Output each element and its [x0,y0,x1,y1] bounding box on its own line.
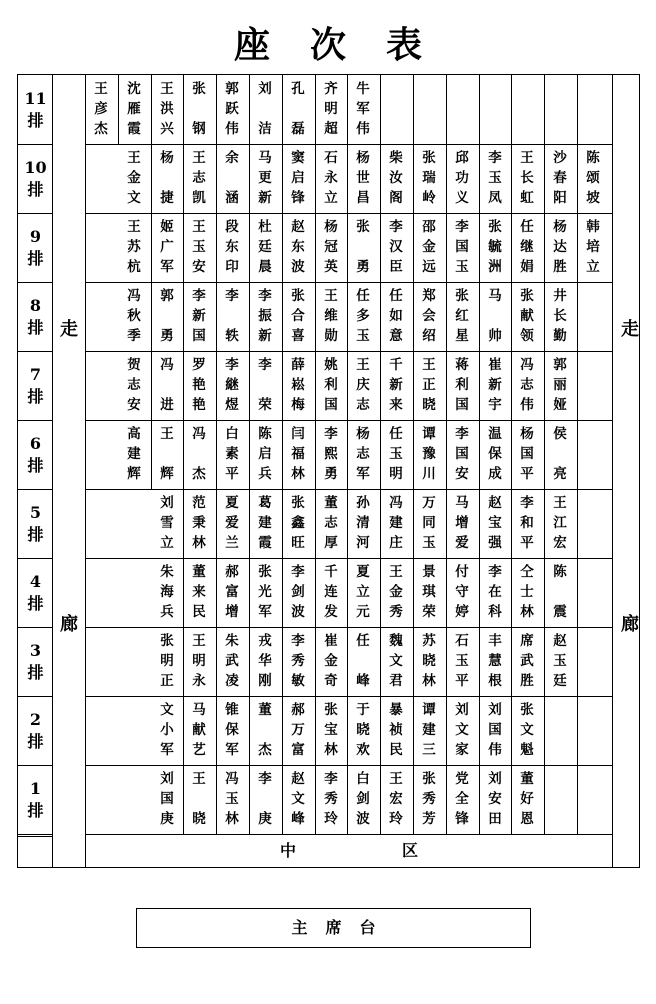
seat-name: 冯 秋 季 [127,288,141,344]
seat-name: 张 文 魁 [520,702,534,758]
seat-name: 王 江 宏 [553,495,567,551]
seat-name: 马 献 艺 [192,702,206,758]
seat-name: 侯 亮 [553,426,567,482]
seat-name: 刘 安 田 [488,771,502,827]
seat-name: 王 志 凯 [192,150,206,206]
seat-name: 郭 勇 [160,288,174,344]
row-label: 8 排 [27,295,44,337]
seat-name: 罗 艳 艳 [192,357,206,413]
seat-name: 余 涵 [225,150,239,206]
row-label: 3 排 [27,640,44,682]
seat-name: 李 剑 波 [291,564,305,620]
seat-name: 赵 东 波 [291,219,305,275]
seat-name: 郝 万 富 [291,702,305,758]
seat-name: 张 秀 芳 [422,771,436,827]
seat-name: 董 志 厚 [324,495,338,551]
seat-name: 党 全 锋 [455,771,469,827]
seat-name: 锥 保 军 [225,702,239,758]
seat-name: 韩 培 立 [586,219,600,275]
seat-name: 李 在 科 [488,564,502,620]
seat-name: 张 宝 林 [324,702,338,758]
seat-name: 张 合 喜 [291,288,305,344]
seat-name: 刘 洁 [258,81,272,137]
seat-name: 王 维 勋 [324,288,338,344]
grid-line [577,696,578,765]
seat-name: 孔 磊 [291,81,305,137]
seat-name: 杨 国 平 [520,426,534,482]
seat-name [446,75,478,144]
seat-name: 姬 广 军 [160,219,174,275]
seat-name: 千 新 来 [389,357,403,413]
seat-name: 高 建 辉 [127,426,141,482]
seat-name: 王 金 文 [127,150,141,206]
grid-line [577,282,578,351]
seat-name: 冯 建 庄 [389,495,403,551]
seat-name: 张 献 领 [520,288,534,344]
seat-name: 杨 达 胜 [553,219,567,275]
seat-name: 李 和 平 [520,495,534,551]
grid-line [577,420,578,489]
grid-line [577,765,578,834]
seat-name: 蒋 利 国 [455,357,469,413]
seat-name [380,75,412,144]
seat-name: 葛 建 霞 [258,495,272,551]
seat-name: 薛 崧 梅 [291,357,305,413]
seat-name [577,75,609,144]
seat-name: 冯 志 伟 [520,357,534,413]
seat-name: 马 更 新 [258,150,272,206]
seat-name: 刘 国 伟 [488,702,502,758]
seat-name: 于 晓 欢 [356,702,370,758]
seat-name: 任 玉 明 [389,426,403,482]
seat-name: 李 荣 [258,357,272,413]
seat-name: 夏 立 元 [356,564,370,620]
row-label: 9 排 [27,226,44,268]
row-label: 11 排 [24,88,47,130]
seat-name: 千 连 发 [324,564,338,620]
seat-name: 谭 建 三 [422,702,436,758]
seat-name: 刘 国 庚 [160,771,174,827]
seat-name: 任 多 玉 [356,288,370,344]
seat-name: 李 国 玉 [455,219,469,275]
seat-name: 苏 晓 林 [422,633,436,689]
seat-name: 杨 志 军 [356,426,370,482]
seat-name [544,75,576,144]
seat-name: 齐 明 超 [324,81,338,137]
seat-name: 李 汉 臣 [389,219,403,275]
seat-name: 谭 豫 川 [422,426,436,482]
grid-line [577,558,578,627]
row-label: 1 排 [27,778,44,820]
seat-name: 董 来 民 [192,564,206,620]
seat-name: 闫 福 林 [291,426,305,482]
seat-name: 杨 冠 英 [324,219,338,275]
page-title: 座次表 [233,24,462,66]
seat-name: 贺 志 安 [127,357,141,413]
seat-name: 张 红 星 [455,288,469,344]
seat-name: 沈 雁 霞 [127,81,141,137]
grid-line [18,836,52,837]
seat-name: 王 宏 玲 [389,771,403,827]
seat-name: 王 晓 [192,771,206,827]
right-aisle-label: 走 [621,319,639,340]
seat-name: 王 辉 [160,426,174,482]
center-area-label: 区 [402,841,419,860]
seat-name: 沙 春 阳 [553,150,567,206]
seat-name: 赵 玉 廷 [553,633,567,689]
seat-name: 席 武 胜 [520,633,534,689]
seat-name: 王 洪 兴 [160,81,174,137]
seat-name: 邱 功 义 [455,150,469,206]
grid-line [85,834,612,835]
seat-name [413,75,445,144]
seat-name: 张 光 军 [258,564,272,620]
seat-name: 李 秀 玲 [324,771,338,827]
seat-name: 景 琪 荣 [422,564,436,620]
seat-name: 崔 金 奇 [324,633,338,689]
seat-name: 窦 启 锋 [291,150,305,206]
grid-line [85,75,86,867]
seat-name: 朱 海 兵 [160,564,174,620]
seating-chart [17,74,640,868]
seat-name: 王 彦 杰 [94,81,108,137]
seat-name: 李 轶 [225,288,239,344]
seat-name: 张 瑞 岭 [422,150,436,206]
seat-name: 马 帅 [488,288,502,344]
seat-name: 郭 丽 娅 [553,357,567,413]
seat-name: 魏 文 君 [389,633,403,689]
grid-line [577,351,578,420]
seat-name: 张 勇 [356,219,370,275]
row-label: 5 排 [27,502,44,544]
seat-name: 赵 文 峰 [291,771,305,827]
seat-name: 李 庚 [258,771,272,827]
seat-name: 朱 武 凌 [225,633,239,689]
seat-name: 丰 慧 根 [488,633,502,689]
seat-name: 柴 汝 阁 [389,150,403,206]
seat-name: 李 秀 敏 [291,633,305,689]
seat-name: 文 小 军 [160,702,174,758]
seat-name: 石 玉 平 [455,633,469,689]
seat-name: 段 东 印 [225,219,239,275]
seat-name: 李 玉 凤 [488,150,502,206]
seat-name: 李 新 国 [192,288,206,344]
seat-name: 冯 进 [160,357,174,413]
seat-name: 郝 富 增 [225,564,239,620]
podium-label: 主席台 [136,908,531,948]
row-label: 4 排 [27,571,44,613]
seat-name: 杨 捷 [160,150,174,206]
seat-name: 白 剑 波 [356,771,370,827]
seat-name: 温 保 成 [488,426,502,482]
left-aisle-label: 走 [60,319,78,340]
grid-line [544,765,545,834]
seat-name: 崔 新 宇 [488,357,502,413]
seat-name: 井 长 勤 [553,288,567,344]
row-label: 6 排 [27,433,44,475]
seat-name: 郑 会 绍 [422,288,436,344]
seat-name [479,75,511,144]
seat-name: 马 增 爱 [455,495,469,551]
seat-name: 付 守 婷 [455,564,469,620]
seat-name: 暴 祯 民 [389,702,403,758]
seat-name: 杨 世 昌 [356,150,370,206]
seat-name: 郭 跃 伟 [225,81,239,137]
seat-name: 王 庆 志 [356,357,370,413]
seat-name: 王 正 晓 [422,357,436,413]
seat-name: 陈 启 兵 [258,426,272,482]
seat-name: 刘 文 家 [455,702,469,758]
seat-name: 张 明 正 [160,633,174,689]
grid-line [544,696,545,765]
seat-name: 王 金 秀 [389,564,403,620]
row-label: 2 排 [27,709,44,751]
row-label: 10 排 [24,157,47,199]
seat-name: 王 苏 杭 [127,219,141,275]
seat-name: 李 振 新 [258,288,272,344]
grid-line [612,75,613,867]
seat-name: 赵 宝 强 [488,495,502,551]
seat-name: 李 熙 勇 [324,426,338,482]
seat-name: 范 秉 林 [192,495,206,551]
seat-name: 白 素 平 [225,426,239,482]
seat-name: 任 如 意 [389,288,403,344]
grid-line [18,834,52,835]
seat-name: 石 永 立 [324,150,338,206]
left-aisle-label: 廊 [60,614,78,635]
seat-name: 杜 廷 晨 [258,219,272,275]
seat-name: 张 钢 [192,81,206,137]
seat-name: 李 継 煜 [225,357,239,413]
seat-name: 张 鑫 旺 [291,495,305,551]
seat-name: 董 好 恩 [520,771,534,827]
seat-name [511,75,543,144]
center-area-label: 中 [280,841,297,860]
seat-name: 邵 金 远 [422,219,436,275]
seat-name: 牛 军 伟 [356,81,370,137]
seat-name: 王 玉 安 [192,219,206,275]
seat-name: 冯 玉 林 [225,771,239,827]
seat-name: 董 杰 [258,702,272,758]
seat-name: 冯 杰 [192,426,206,482]
right-aisle-label: 廊 [621,614,639,635]
seat-name: 孙 清 河 [356,495,370,551]
seat-name: 任 峰 [356,633,370,689]
grid-line [577,489,578,558]
seat-name: 任 继 娟 [520,219,534,275]
seat-name: 王 长 虹 [520,150,534,206]
seat-name: 姚 利 国 [324,357,338,413]
seat-name: 张 毓 洲 [488,219,502,275]
seat-name: 戎 华 刚 [258,633,272,689]
seat-name: 仝 士 林 [520,564,534,620]
seat-name: 陈 颂 坡 [586,150,600,206]
seat-name: 万 同 玉 [422,495,436,551]
seat-name: 刘 雪 立 [160,495,174,551]
row-label: 7 排 [27,364,44,406]
seat-name: 王 明 永 [192,633,206,689]
grid-line [577,627,578,696]
seat-name: 陈 震 [553,564,567,620]
seat-name: 李 国 安 [455,426,469,482]
seat-name: 夏 爱 兰 [225,495,239,551]
